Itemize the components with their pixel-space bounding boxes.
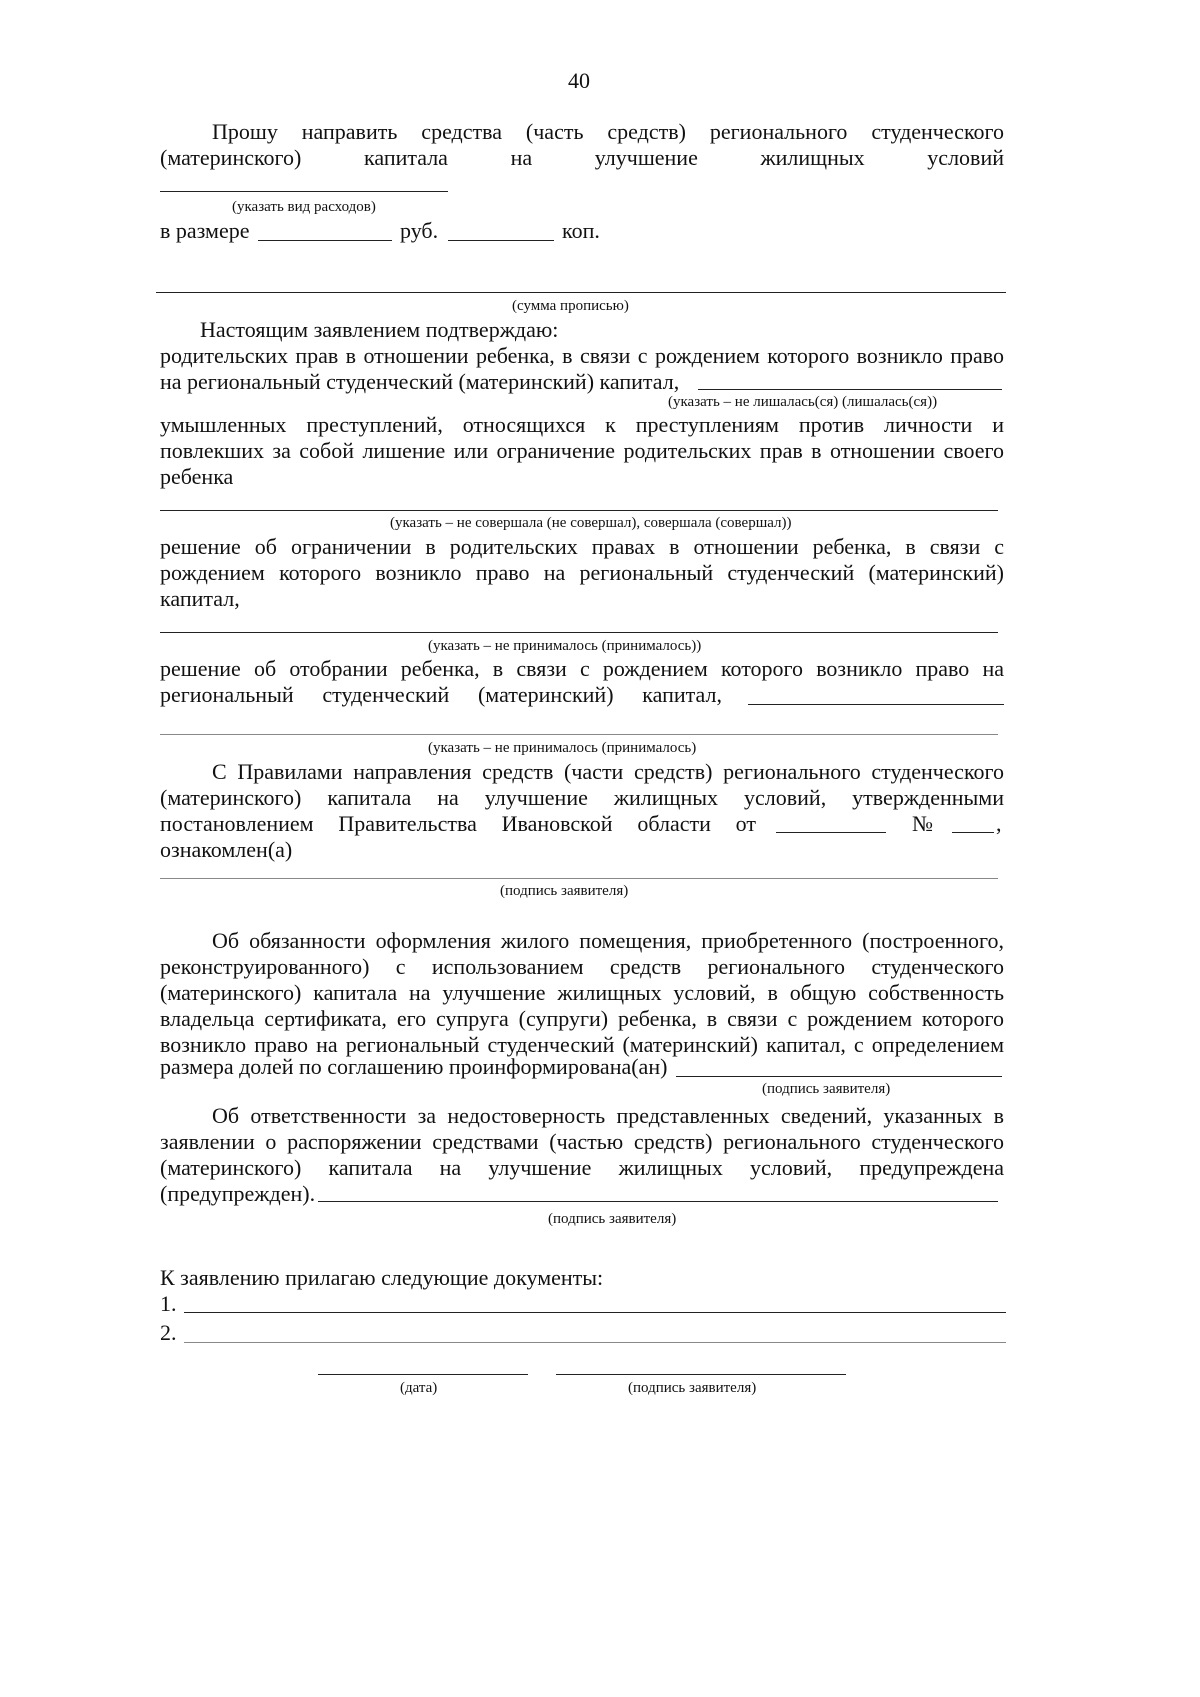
ownership-line-3: (материнского) капитала на улучшение жилищных условий, в общую собственность	[160, 980, 1004, 1005]
rules-comma: ,	[996, 811, 1002, 836]
liability-line-3: (материнского) капитала на улучшение жилищных условий, предупреждена	[160, 1155, 1004, 1180]
attachments-intro: К заявлению прилагаю следующие документы:	[160, 1265, 604, 1290]
date-caption: (дата)	[400, 1380, 438, 1396]
removal-line-1: решение об отобрании ребенка, в связи с рождением которого возникло право на	[160, 656, 1004, 681]
rules-line-3: постановлением Правительства Ивановской области от	[160, 811, 756, 836]
ownership-signature-caption: (подпись заявителя)	[762, 1081, 891, 1097]
rights-blank-line	[698, 389, 1002, 390]
liability-line-2: заявлении о распоряжении средствами (частью средств) регионального студенческого	[160, 1129, 1004, 1154]
expense-type-caption: (указать вид расходов)	[232, 199, 376, 215]
rub-blank-line	[258, 240, 392, 241]
amount-prefix: в размере	[160, 218, 250, 243]
liability-line-4: (предупрежден).	[160, 1181, 316, 1206]
ownership-signature-line	[676, 1076, 1002, 1077]
rules-line-2: (материнского) капитала на улучшение жилищных условий, утвержденными	[160, 785, 1004, 810]
rub-label: руб.	[400, 218, 439, 243]
removal-caption: (указать – не принималось (принималось)	[428, 740, 697, 756]
removal-blank-line	[748, 704, 1004, 705]
attachment-number-2: 2.	[160, 1320, 177, 1345]
rules-signature-caption: (подпись заявителя)	[500, 883, 629, 899]
rules-line-1: С Правилами направления средств (части средств) регионального студенческого	[212, 759, 1004, 784]
liability-signature-caption: (подпись заявителя)	[548, 1211, 677, 1227]
sum-words-line	[156, 292, 1006, 293]
removal-blank-line-2	[160, 734, 998, 735]
liability-signature-line	[318, 1201, 998, 1202]
restrict-line-3: капитал,	[160, 586, 240, 611]
kop-blank-line	[448, 240, 554, 241]
attachment-line-1	[184, 1312, 1006, 1313]
attachment-number-1: 1.	[160, 1291, 177, 1316]
ownership-line-4: владельца сертификата, его супруга (супруги) ребенка, в связи с рождением которого	[160, 1006, 1004, 1031]
restrict-line-1: решение об ограничении в родительских правах в отношении ребенка, в связи с	[160, 534, 1004, 559]
crimes-line-2: повлекших за собой лишение или ограничение родительских прав в отношении своего	[160, 438, 1004, 463]
request-line-2: (материнского) капитала на улучшение жилищных условий	[160, 145, 1004, 170]
liability-line-1: Об ответственности за недостоверность представленных сведений, указанных в	[212, 1103, 1004, 1128]
crimes-blank-line	[160, 510, 998, 511]
restrict-blank-line	[160, 632, 998, 633]
crimes-caption: (указать – не совершала (не совершал), совершала (совершал))	[390, 515, 792, 531]
rights-line-1: родительских прав в отношении ребенка, в связи с рождением которого возникло право	[160, 343, 1004, 368]
date-line	[318, 1374, 528, 1375]
ownership-line-5: возникло право на региональный студенческий (материнский) капитал, с определением	[160, 1032, 1004, 1057]
sum-words-caption: (сумма прописью)	[512, 298, 629, 314]
footer-signature-caption: (подпись заявителя)	[628, 1380, 757, 1396]
attachment-line-2	[184, 1342, 1006, 1343]
footer-signature-line	[556, 1374, 846, 1375]
ownership-line-6: размера долей по соглашению проинформирована(ан)	[160, 1054, 668, 1079]
page-number: 40	[568, 68, 590, 93]
rights-line-2: на региональный студенческий (материнский) капитал,	[160, 369, 680, 394]
rules-date-blank	[776, 832, 886, 833]
request-line-1: Прошу направить средства (часть средств) регионального студенческого	[212, 119, 1004, 144]
ownership-line-1: Об обязанности оформления жилого помещения, приобретенного (построенного,	[212, 928, 1004, 953]
removal-line-2: региональный студенческий (материнский) капитал,	[160, 682, 722, 707]
restrict-caption: (указать – не принималось (принималось))	[428, 638, 702, 654]
ownership-line-2: реконструированного) с использованием средств регионального студенческого	[160, 954, 1004, 979]
rights-caption: (указать – не лишалась(ся) (лишалась(ся))	[668, 394, 938, 410]
crimes-line-1: умышленных преступлений, относящихся к преступлениям против личности и	[160, 412, 1004, 437]
kop-label: коп.	[562, 218, 600, 243]
expense-type-line	[160, 191, 448, 192]
rules-signature-line	[160, 878, 998, 879]
rules-number-blank	[952, 832, 994, 833]
crimes-line-3: ребенка	[160, 464, 234, 489]
rules-number-sign: №	[912, 811, 933, 836]
rules-line-4: ознакомлен(а)	[160, 837, 293, 862]
confirm-intro: Настоящим заявлением подтверждаю:	[200, 317, 559, 342]
restrict-line-2: рождением которого возникло право на региональный студенческий (материнский)	[160, 560, 1004, 585]
